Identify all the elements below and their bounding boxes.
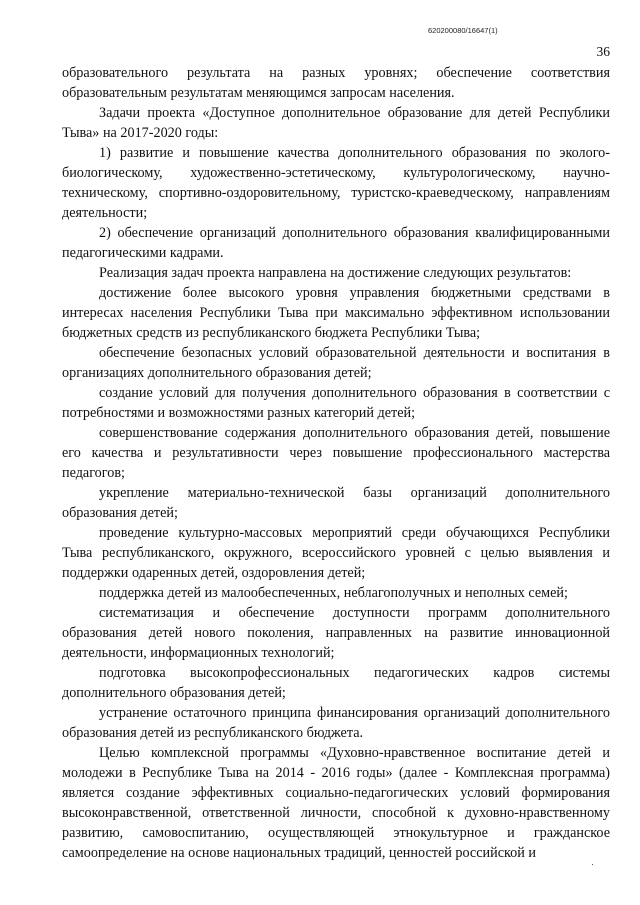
list-item: 1) развитие и повышение качества дополнительного образования по эколого-биологическому, художественно-эстетическому, культурологическому, научно-техническому, спортивно-оздоровительному, туристско-краеведческому, направлениям деятельности; — [62, 145, 610, 221]
result-item: укрепление материально-технической базы организаций дополнительного образования детей; — [62, 485, 610, 521]
result-item: устранение остаточного принципа финансирования организаций дополнительного образования детей из республиканского бюджета. — [62, 705, 610, 741]
result-item: совершенствование содержания дополнительного образования детей, повышение его качества и результативности через повышение профессионального мастерства педагогов; — [62, 425, 610, 481]
result-item: обеспечение безопасных условий образовательной деятельности и воспитания в организациях дополнительного образования детей; — [62, 345, 610, 381]
paragraph: образовательного результата на разных уровнях; обеспечение соответствия образовательным результатам меняющимся запросам населения. — [62, 65, 610, 101]
result-item: проведение культурно-массовых мероприятий среди обучающихся Республики Тыва республиканского, окружного, всероссийского уровней с целью выявления и поддержки одаренных детей, оздоровления детей; — [62, 525, 610, 581]
result-item: систематизация и обеспечение доступности программ дополнительного образования детей нового поколения, направленных на развитие инновационной деятельности, информационных технологий; — [62, 605, 610, 661]
paragraph: Реализация задач проекта направлена на достижение следующих результатов: — [99, 265, 572, 281]
scan-speck — [592, 864, 593, 865]
result-item: достижение более высокого уровня управления бюджетными средствами в интересах населения Республики Тыва при максимально эффективном использовании бюджетных средств из республиканского бюджета Республики Тыва; — [62, 285, 610, 341]
paragraph: Задачи проекта «Доступное дополнительное образование для детей Республики Тыва» на 2017-2020 годы: — [62, 105, 610, 141]
paragraph: Целью комплексной программы «Духовно-нравственное воспитание детей и молодежи в Республике Тыва на 2014 - 2016 годы» (далее - Комплексная программа) является создание эффективных социально-педагогических условий формирования высоконравственной, ответственной личности, способной к духовно-нравственному развитию, самовоспитанию, осуществляющей этнокультурное и гражданское самоопределение на основе национальных традиций, ценностей российской и — [62, 745, 610, 861]
result-item: подготовка высокопрофессиональных педагогических кадров системы дополнительного образования детей; — [62, 665, 610, 701]
document-id: 620200080/16647(1) — [428, 26, 498, 35]
page-number: 36 — [596, 44, 610, 59]
document-body — [62, 63, 610, 863]
list-item: 2) обеспечение организаций дополнительного образования квалифицированными педагогическими кадрами. — [62, 225, 610, 261]
result-item: создание условий для получения дополнительного образования в соответствии с потребностями и возможностями разных категорий детей; — [62, 385, 610, 421]
result-item: поддержка детей из малообеспеченных, неблагополучных и неполных семей; — [99, 585, 568, 601]
